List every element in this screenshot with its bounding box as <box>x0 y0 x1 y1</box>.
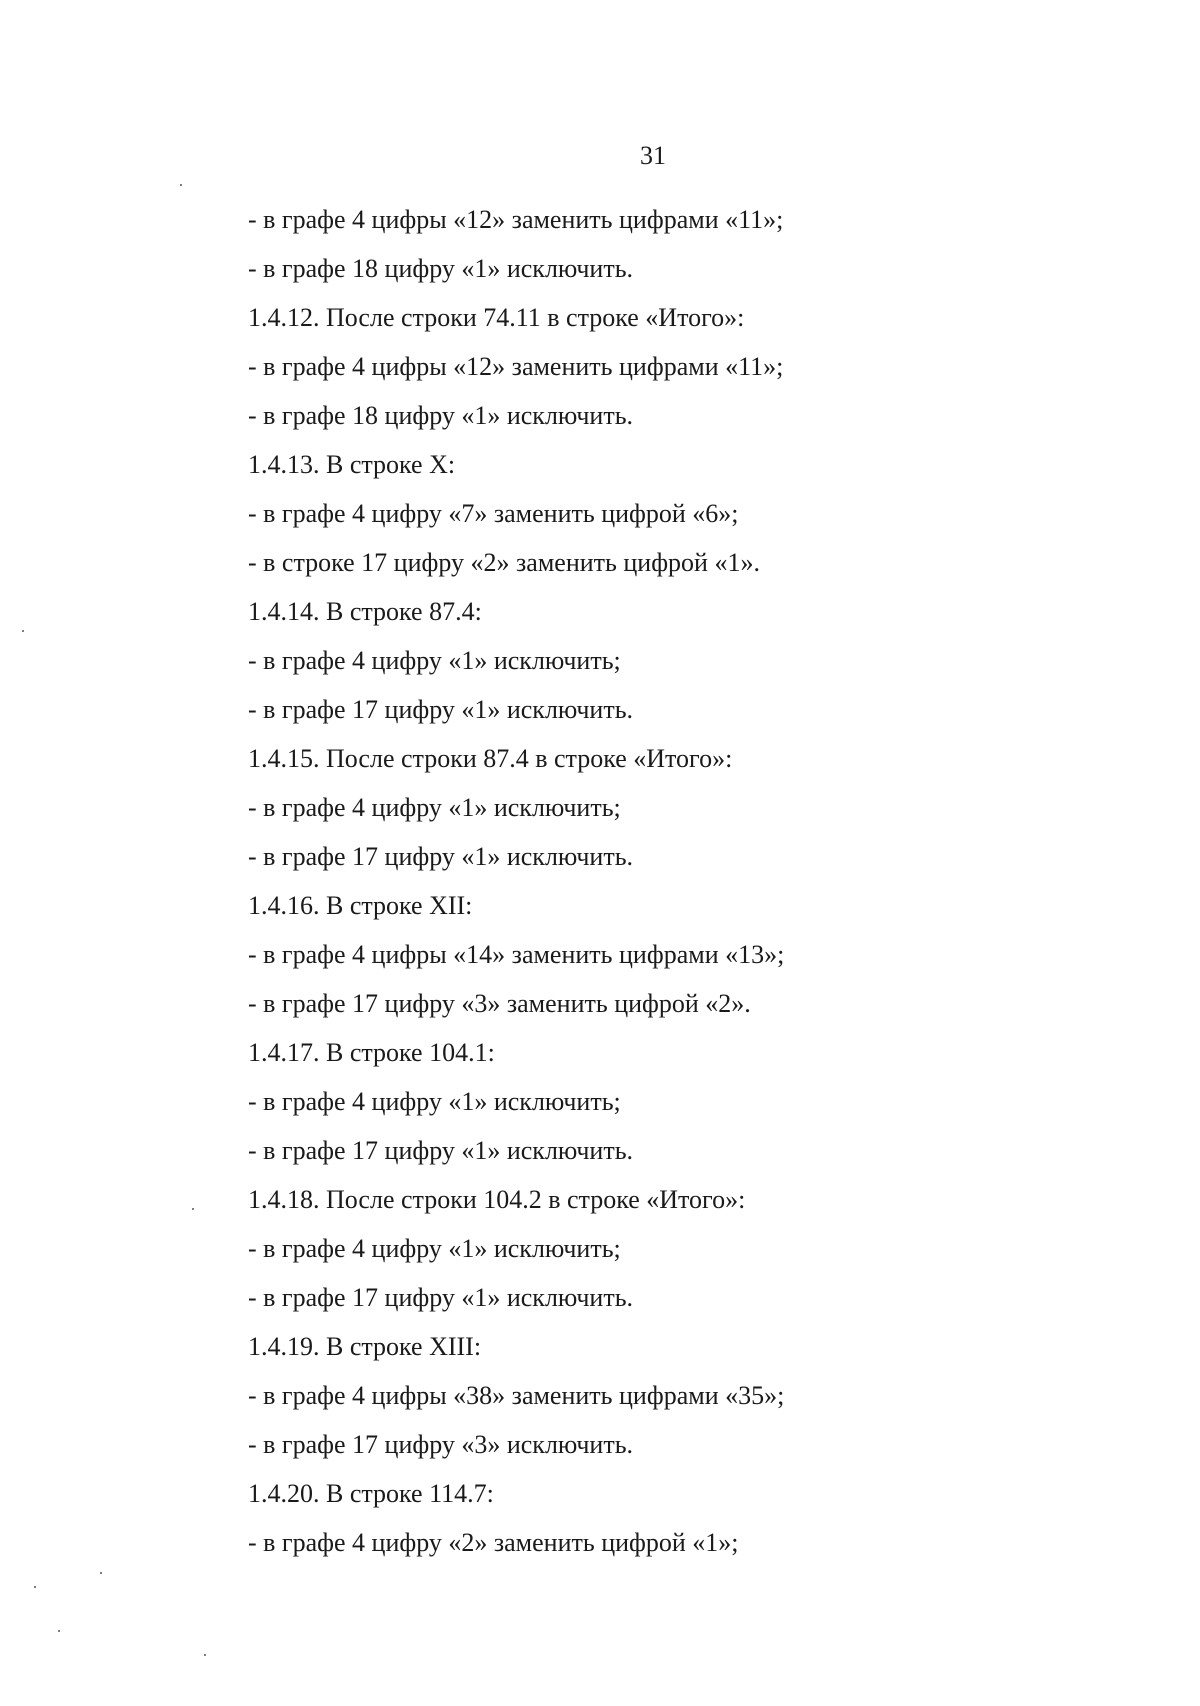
section-heading: 1.4.12. После строки 74.11 в строке «Итого»: <box>248 303 745 332</box>
text-line: - в графе 4 цифру «2» заменить цифрой «1»; <box>248 1528 739 1557</box>
scan-speck <box>58 1630 60 1632</box>
text-line: - в графе 4 цифру «7» заменить цифрой «6»; <box>248 499 739 528</box>
text-line: - в графе 18 цифру «1» исключить. <box>248 254 634 283</box>
page-number: 31 <box>640 141 666 170</box>
section-heading: 1.4.13. В строке X: <box>248 450 456 479</box>
scan-speck <box>34 1586 36 1588</box>
text-line: - в графе 4 цифры «14» заменить цифрами «13»; <box>248 940 785 969</box>
section-heading: 1.4.20. В строке 114.7: <box>248 1479 494 1508</box>
text-line: - в графе 4 цифры «12» заменить цифрами «11»; <box>248 205 784 234</box>
text-line: - в графе 17 цифру «1» исключить. <box>248 1136 634 1165</box>
text-line: - в графе 4 цифры «12» заменить цифрами «11»; <box>248 352 784 381</box>
section-heading: 1.4.14. В строке 87.4: <box>248 597 482 626</box>
amendment-list <box>248 200 1148 1572</box>
text-line: - в графе 4 цифру «1» исключить; <box>248 646 621 675</box>
text-line: - в графе 17 цифру «1» исключить. <box>248 695 634 724</box>
text-line: - в графе 4 цифру «1» исключить; <box>248 793 621 822</box>
section-heading: 1.4.15. После строки 87.4 в строке «Итого»: <box>248 744 733 773</box>
scan-speck <box>180 184 182 186</box>
text-line: - в строке 17 цифру «2» заменить цифрой «1». <box>248 548 760 577</box>
text-line: - в графе 17 цифру «3» заменить цифрой «2». <box>248 989 751 1018</box>
text-line: - в графе 4 цифру «1» исключить; <box>248 1234 621 1263</box>
text-line: - в графе 4 цифры «38» заменить цифрами «35»; <box>248 1381 785 1410</box>
section-heading: 1.4.17. В строке 104.1: <box>248 1038 495 1067</box>
scan-speck <box>100 1572 102 1574</box>
text-line: - в графе 17 цифру «1» исключить. <box>248 1283 634 1312</box>
text-line: - в графе 17 цифру «3» исключить. <box>248 1430 634 1459</box>
scan-speck <box>22 630 24 632</box>
text-line: - в графе 17 цифру «1» исключить. <box>248 842 634 871</box>
scan-speck <box>204 1654 206 1656</box>
text-line: - в графе 4 цифру «1» исключить; <box>248 1087 621 1116</box>
section-heading: 1.4.16. В строке XII: <box>248 891 473 920</box>
scan-speck <box>192 1208 194 1210</box>
section-heading: 1.4.18. После строки 104.2 в строке «Итого»: <box>248 1185 746 1214</box>
section-heading: 1.4.19. В строке XIII: <box>248 1332 482 1361</box>
text-line: - в графе 18 цифру «1» исключить. <box>248 401 634 430</box>
